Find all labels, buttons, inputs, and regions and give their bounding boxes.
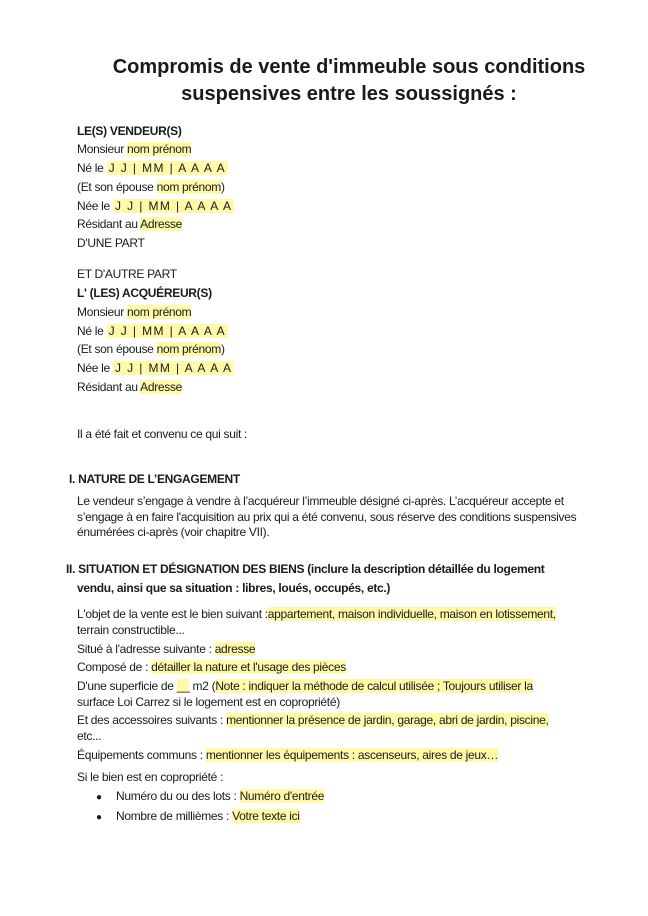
situated-line: Situé à l'adresse suivante : adresse xyxy=(77,642,256,656)
lot-number-field[interactable]: Numéro d'entrée xyxy=(239,789,325,803)
section-2-heading-line-1: II. SITUATION ET DÉSIGNATION DES BIENS (inclure la description détaillée du logement xyxy=(66,562,545,576)
object-line: L'objet de la vente est le bien suivant :appartement, maison individuelle, maison en lotissement, xyxy=(77,607,556,621)
seller-spouse-birth-line: Née le J J | MM | A A A A xyxy=(77,199,233,213)
situated-field[interactable]: adresse xyxy=(214,642,256,656)
buyer-address-field[interactable]: Adresse xyxy=(140,380,183,394)
surface-line: D'une superficie de __ m2 (Note : indiquer la méthode de calcul utilisée ; Toujours utiliser la xyxy=(77,679,533,693)
list-item: ● Numéro du ou des lots : Numéro d'entrée xyxy=(96,788,324,806)
seller-address-line: Résidant au Adresse xyxy=(77,217,183,231)
common-equipment-field[interactable]: mentionner les équipements : ascenseurs, aires de jeux… xyxy=(205,748,499,762)
section-2-heading-line-2: vendu, ainsi que sa situation : libres, loués, occupés, etc.) xyxy=(77,581,391,595)
accessories-field[interactable]: mentionner la présence de jardin, garage, abri de jardin, piscine, xyxy=(226,713,549,727)
buyer-spouse-line: (Et son épouse nom prénom) xyxy=(77,342,225,356)
section-1-heading: I. NATURE DE L’ENGAGEMENT xyxy=(69,472,240,486)
seller-birth-date-field[interactable]: J J | MM | A A A A xyxy=(108,161,227,175)
seller-spouse-birth-date-field[interactable]: J J | MM | A A A A xyxy=(114,199,233,213)
seller-heading: LE(S) VENDEUR(S) xyxy=(77,124,182,138)
surface-note-continuation: surface Loi Carrez si le logement est en copropriété) xyxy=(77,695,340,709)
seller-spouse-name-field[interactable]: nom prénom xyxy=(156,180,221,194)
seller-spouse-line: (Et son épouse nom prénom) xyxy=(77,180,225,194)
buyer-heading: L' (LES) ACQUÉREUR(S) xyxy=(77,286,212,300)
seller-address-field[interactable]: Adresse xyxy=(140,217,183,231)
seller-name-field[interactable]: nom prénom xyxy=(127,142,192,156)
millieme-field[interactable]: Votre texte ici xyxy=(232,809,300,823)
bullet-icon: ● xyxy=(96,792,102,803)
seller-birth-line: Né le J J | MM | A A A A xyxy=(77,161,227,175)
buyer-name-field[interactable]: nom prénom xyxy=(127,305,192,319)
buyer-name-line: Monsieur nom prénom xyxy=(77,305,192,319)
object-continuation: terrain constructible... xyxy=(77,623,185,637)
accessories-continuation: etc... xyxy=(77,729,102,743)
buyer-spouse-birth-date-field[interactable]: J J | MM | A A A A xyxy=(114,361,233,375)
accessories-line: Et des accessoires suivants : mentionner la présence de jardin, garage, abri de jardin, piscine, xyxy=(77,713,549,727)
surface-field[interactable]: __ xyxy=(176,679,190,693)
other-part-label: ET D'AUTRE PART xyxy=(77,267,177,281)
composed-field[interactable]: détailler la nature et l'usage des pièces xyxy=(151,660,346,674)
document-title: Compromis de vente d'immeuble sous conditions suspensives entre les soussignés : xyxy=(112,56,586,105)
bullet-icon: ● xyxy=(96,812,102,823)
common-equipment-line: Équipements communs : mentionner les équipements : ascenseurs, aires de jeux… xyxy=(77,748,499,762)
seller-name-line: Monsieur nom prénom xyxy=(77,142,192,156)
buyer-spouse-birth-line: Née le J J | MM | A A A A xyxy=(77,361,233,375)
buyer-birth-line: Né le J J | MM | A A A A xyxy=(77,324,227,338)
surface-note: Note : indiquer la méthode de calcul utilisée ; Toujours utiliser la xyxy=(215,679,533,693)
composed-line: Composé de : détailler la nature et l'usage des pièces xyxy=(77,660,346,674)
list-item: ● Nombre de millièmes : Votre texte ici xyxy=(96,808,300,826)
buyer-birth-date-field[interactable]: J J | MM | A A A A xyxy=(108,324,227,338)
object-field[interactable]: appartement, maison individuelle, maison en lotissement, xyxy=(267,607,556,621)
buyer-address-line: Résidant au Adresse xyxy=(77,380,183,394)
buyer-spouse-name-field[interactable]: nom prénom xyxy=(156,342,221,356)
section-1-text: Le vendeur s’engage à vendre à l’acquéreur l’immeuble désigné ci-après. L’acquéreur accepte et s’engage à en faire l'acquisition au prix qui a été convenu, sous réserve des conditions suspensives énumérées ci-après (voir chapitre VII). xyxy=(77,494,577,539)
seller-part-label: D'UNE PART xyxy=(77,236,145,250)
copro-label: Si le bien est en copropriété : xyxy=(77,770,224,784)
agreed-statement: Il a été fait et convenu ce qui suit : xyxy=(77,427,248,441)
